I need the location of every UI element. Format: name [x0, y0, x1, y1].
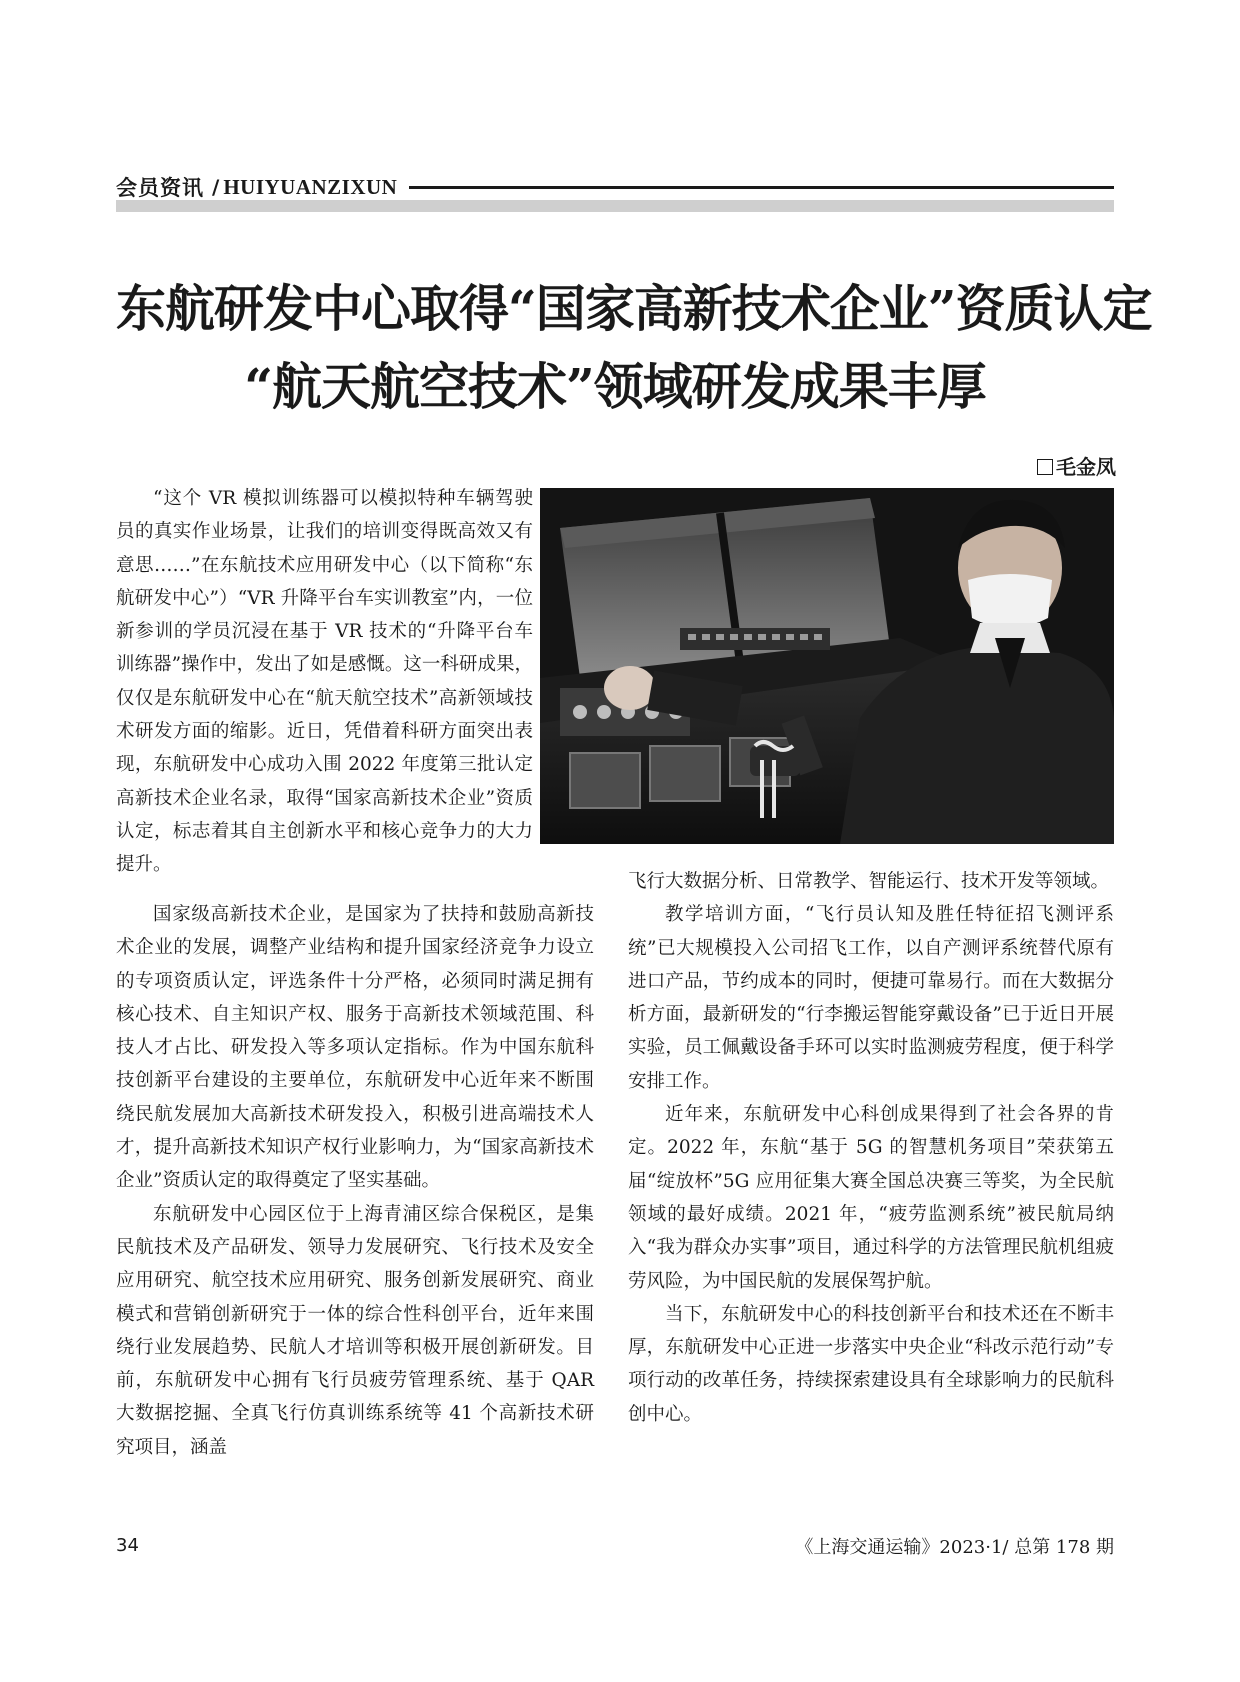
- paragraph-5: 近年来，东航研发中心科创成果得到了社会各界的肯定。2022 年，东航“基于 5G 的智慧机务项目”荣获第五届“绽放杯”5G 应用征集大赛全国总决赛三等奖，为全民航领域的最好成绩。2021 年，“疲劳监测系统”被民航局纳入“我为群众办实事”项目，通过科学的方法管理民航机组疲劳风险，为中国民航的发展保驾护航。: [628, 1104, 1114, 1292]
- byline: [1037, 451, 1116, 480]
- page-number: 34: [116, 1535, 139, 1556]
- header-rule: [409, 186, 1114, 189]
- right-column: [628, 865, 1114, 1431]
- paragraph-3: 东航研发中心园区位于上海青浦区综合保税区，是集民航技术及产品研发、领导力发展研究、飞行技术及安全应用研究、航空技术应用研究、服务创新发展研究、商业模式和营销创新研究于一体的综合性科创平台，近年来围绕行业发展趋势、民航人才培训等积极开展创新研发。目前，东航研发中心拥有飞行员疲劳管理系统、基于 QAR 大数据挖掘、全真飞行仿真训练系统等 41 个高新技术研究项目，涵盖: [116, 1203, 594, 1458]
- section-header: [116, 170, 1114, 204]
- left-column-bottom: [116, 898, 594, 1464]
- paragraph-3-continued: 飞行大数据分析、日常教学、智能运行、技术开发等领域。: [628, 871, 1110, 892]
- author-name: 毛金凤: [1056, 455, 1116, 479]
- section-separator: /: [212, 175, 220, 199]
- paragraph-6: 当下，东航研发中心的科技创新平台和技术还在不断丰厚，东航研发中心正进一步落实中央企业“科改示范行动”专项行动的改革任务，持续探索建设具有全球影响力的民航科创中心。: [628, 1303, 1114, 1425]
- paragraph-4: 教学培训方面，“飞行员认知及胜任特征招飞测评系统”已大规模投入公司招飞工作，以自产测评系统替代原有进口产品，节约成本的同时，便捷可靠易行。而在大数据分析方面，最新研发的“行李搬运智能穿戴设备”已于近日开展实验，员工佩戴设备手环可以实时监测疲劳程度，便于科学安排工作。: [628, 904, 1114, 1092]
- article-title-line-2: “航天航空技术”领域研发成果丰厚: [244, 357, 986, 416]
- header-gray-band: [116, 200, 1114, 212]
- left-column-top: [116, 482, 533, 882]
- byline-box-icon: [1037, 459, 1053, 475]
- journal-issue: 《上海交通运输》2023·1/ 总第 178 期: [795, 1537, 1114, 1558]
- article-title-line-1: 东航研发中心取得“国家高新技术企业”资质认定: [116, 279, 1152, 338]
- paragraph-1: “这个 VR 模拟训练器可以模拟特种车辆驾驶员的真实作业场景，让我们的培训变得既高效又有意思……”在东航技术应用研发中心（以下简称“东航研发中心”）“VR 升降平台车实训教室”内，一位新参训的学员沉浸在基于 VR 技术的“升降平台车训练器”操作中，发出了如是感慨。这一科研成果，仅仅是东航研发中心在“航天航空技术”高新领域技术研发方面的缩影。近日，凭借着科研方面突出表现，东航研发中心成功入围 2022 年度第三批认定高新技术企业名录，取得“国家高新技术企业”资质认定，标志着其自主创新水平和核心竞争力的大力提升。: [116, 488, 533, 876]
- paragraph-2: 国家级高新技术企业，是国家为了扶持和鼓励高新技术企业的发展，调整产业结构和提升国家经济竞争力设立的专项资质认定，评选条件十分严格，必须同时满足拥有核心技术、自主知识产权、服务于高新技术领域范围、科技人才占比、研发投入等多项认定指标。作为中国东航科技创新平台建设的主要单位，东航研发中心近年来不断围绕民航发展加大高新技术研发投入，积极引进高端技术人才，提升高新技术知识产权行业影响力，为“国家高新技术企业”资质认定的取得奠定了坚实基础。: [116, 904, 594, 1192]
- article-photo: [540, 488, 1114, 844]
- pilot-photo-illustration: [540, 488, 1114, 844]
- section-label: 会员资讯: [116, 176, 204, 200]
- section-pinyin: HUIYUANZIXUN: [223, 174, 398, 199]
